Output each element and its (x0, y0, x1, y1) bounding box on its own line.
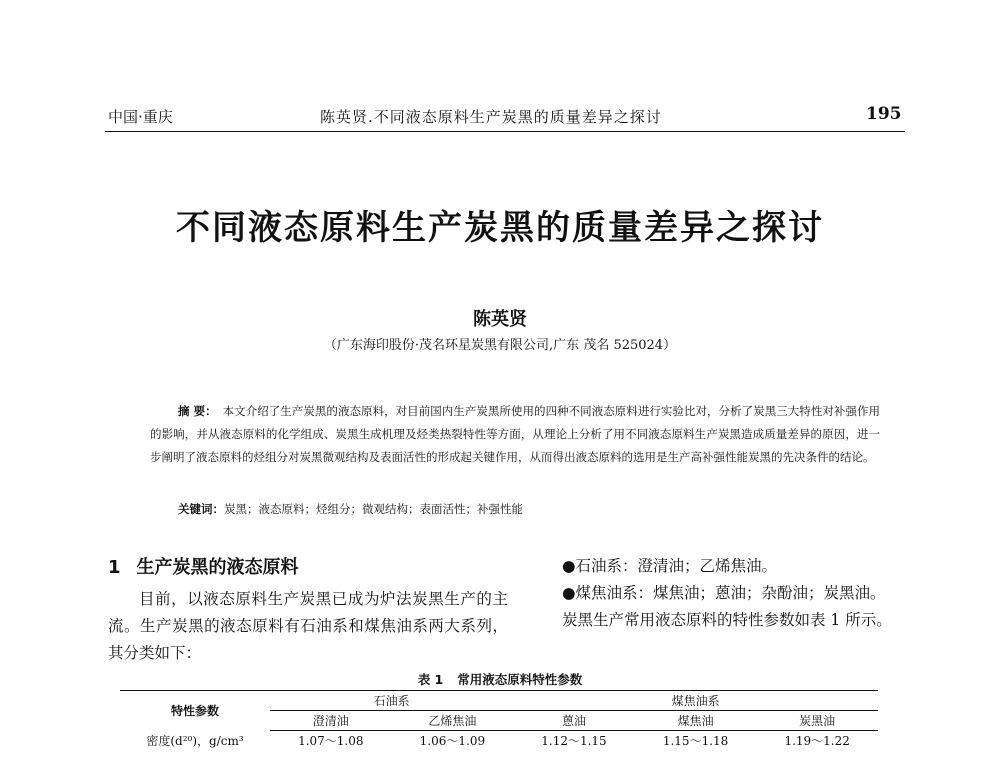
group-header-coal-tar: 煤焦油系 (513, 691, 878, 711)
list-item-petroleum: ●石油系：澄清油；乙烯焦油。 (562, 557, 778, 575)
paper-title: 不同液态原料生产炭黑的质量差异之探讨 (176, 208, 824, 248)
body-paragraph: 目前，以液态原料生产炭黑已成为炉法炭黑生产的主流。生产炭黑的液态原料有石油系和煤焦油系两大系列，其分类如下： (108, 590, 508, 662)
table-caption (0, 670, 1000, 688)
column-header: 乙烯焦油 (392, 711, 514, 731)
table-cell: 1.19～1.22 (784, 734, 850, 748)
abstract (150, 400, 880, 469)
running-header-title: 陈英贤.不同液态原料生产炭黑的质量差异之探讨 (320, 108, 662, 126)
keywords-text: 炭黑；液态原料；烃组分；微观结构；表面活性；补强性能 (224, 502, 523, 516)
section-heading (108, 553, 299, 579)
section-title: 生产炭黑的液态原料 (136, 557, 299, 578)
author-affiliation: （广东海印股份·茂名环星炭黑有限公司,广东 茂名 525024） (323, 338, 677, 353)
header-rule (105, 131, 905, 132)
abstract-text: 本文介绍了生产炭黑的液态原料，对目前国内生产炭黑所使用的四种不同液态原料进行实验比对，分析了炭黑三大特性对补强作用的影响，并从液态原料的化学组成、炭黑生成机理及烃类热裂特性等方面，从理论上分析了用不同液态原料生产炭黑造成质量差异的原因，进一步阐明了液态原料的烃组分对炭黑微观结构及表面活性的形成起关键作用，从而得出液态原料的选用是生产高补强性能炭黑的先决条件的结论。 (150, 404, 880, 464)
properties-table (120, 690, 878, 750)
keywords (178, 501, 523, 517)
body-paragraph-table-ref: 炭黑生产常用液态原料的特性参数如表 1 所示。 (562, 611, 892, 629)
page-number: 195 (866, 104, 902, 124)
left-column (108, 586, 508, 667)
table-caption-text: 常用液态原料特性参数 (457, 672, 583, 687)
table-cell: 1.07～1.08 (298, 734, 364, 748)
running-header-left: 中国·重庆 (108, 108, 173, 126)
column-header: 蒽油 (513, 711, 635, 731)
keywords-label: 关键词： (178, 502, 224, 516)
table-cell-param: 密度(d²⁰)，g/cm³ (146, 733, 244, 748)
list-item-coal-tar: ●煤焦油系：煤焦油；蒽油；杂酚油；炭黑油。 (562, 584, 886, 602)
table-number: 表 1 (417, 672, 444, 687)
table-cell: 1.12～1.15 (541, 734, 607, 748)
table-row (120, 731, 878, 751)
column-header: 炭黑油 (756, 711, 878, 731)
column-header: 煤焦油 (635, 711, 757, 731)
table-cell: 1.15～1.18 (662, 734, 729, 748)
section-number: 1 (108, 557, 121, 578)
column-header: 澄清油 (270, 711, 392, 731)
author-name: 陈英贤 (473, 309, 527, 330)
table-cell: 1.06～1.09 (419, 734, 486, 748)
group-header-petroleum: 石油系 (270, 691, 513, 711)
param-header: 特性参数 (120, 691, 270, 731)
abstract-label: 摘 要： (178, 404, 217, 418)
right-column (562, 553, 907, 634)
